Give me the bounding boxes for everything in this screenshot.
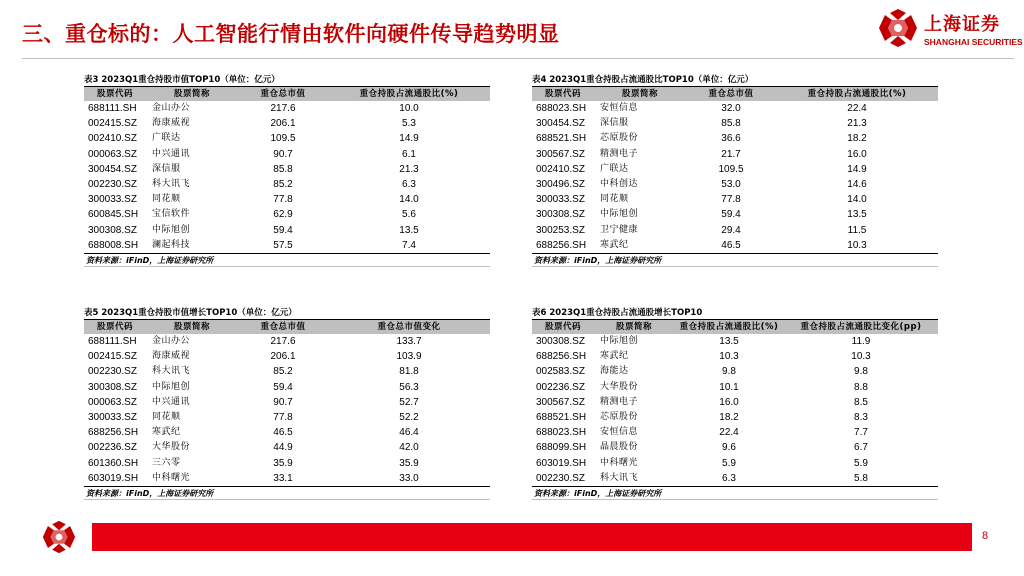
table-cell: 精测电子 [600,396,639,407]
table-cell: 603019.SH [84,471,146,487]
table-source: 资料来源：iFinD，上海证券研究所 [532,487,938,500]
table-caption: 表4 2023Q1重仓持股占流通股比TOP10（单位：亿元） [532,74,938,87]
table-cell: 600845.SH [88,209,139,221]
shanghai-securities-logo-icon [878,8,918,48]
table-cell: 77.8 [273,194,293,206]
table-cell: 90.7 [273,396,293,408]
table-cell: 10.3 [851,351,871,363]
table-5 [84,307,490,500]
table-cell: 44.9 [273,442,293,454]
table-cell: 13.5 [847,209,867,221]
table-cell: 57.5 [238,238,328,254]
table-cell: 688111.SH [88,103,137,114]
table-row [84,223,490,238]
table-cell: 大华股份 [152,442,191,453]
table-row [84,177,490,192]
table-cell: 大华股份 [600,381,639,392]
table-cell: 13.5 [399,224,419,236]
footer-bar [92,523,972,551]
table-row [532,177,938,192]
table-cell: 深信服 [600,118,629,129]
table-cell: 300308.SZ [536,336,585,347]
column-header: 股票代码 [532,320,594,334]
table-cell: 6.3 [674,471,784,487]
table-cell: 6.7 [854,442,868,454]
table-cell: 同花顺 [600,194,629,205]
table-cell: 300033.SZ [88,412,137,424]
table-cell: 科大讯飞 [152,366,191,377]
table-cell: 10.3 [776,238,938,254]
table-cell: 中科曙光 [146,471,238,487]
table-cell: 16.0 [847,148,867,160]
table-row [532,147,938,162]
table-row [84,101,490,116]
table-cell: 11.5 [847,224,867,236]
table-cell: 5.6 [402,209,416,221]
column-header: 重仓持股占流通股比变化(pp) [784,320,938,334]
table-cell: 59.4 [721,209,741,221]
table-body [84,101,490,254]
column-header: 股票简称 [146,87,238,101]
table-cell: 中际旭创 [600,209,639,220]
column-header: 重仓总市值变化 [328,320,490,334]
table-cell: 002415.SZ [88,351,137,363]
table-cell: 46.5 [273,427,293,439]
table-cell: 10.1 [719,381,739,393]
table-cell: 21.7 [721,148,741,160]
table-cell: 中际旭创 [152,224,191,235]
table-cell: 77.8 [273,412,293,424]
table-cell: 7.7 [854,427,868,439]
table-cell: 688008.SH [84,238,146,254]
table-cell: 002230.SZ [88,179,137,191]
table-cell: 中兴通讯 [152,148,191,159]
table-cell: 22.4 [847,103,867,114]
table-cell: 206.1 [270,118,296,130]
table-cell: 59.4 [273,224,293,236]
table-row [532,364,938,379]
table-cell: 同花顺 [152,412,181,423]
table-4 [532,74,938,267]
table-cell: 688256.SH [532,238,594,254]
table-cell: 002410.SZ [88,133,137,145]
title-divider [22,58,1014,59]
table-cell: 寒武纪 [600,351,629,362]
table-cell: 14.0 [399,194,419,206]
table-cell: 109.5 [270,133,296,145]
table-cell: 300567.SZ [536,396,585,408]
table-source: 资料来源：iFinD，上海证券研究所 [532,254,938,267]
table-cell: 133.7 [396,336,422,347]
table-cell: 300454.SZ [88,163,137,175]
column-header: 股票代码 [532,87,594,101]
table-row [532,223,938,238]
table-cell: 澜起科技 [146,238,238,254]
table-cell: 10.3 [719,351,739,363]
column-header: 股票简称 [594,320,674,334]
table-cell: 002583.SZ [536,366,585,378]
table-row [532,334,938,349]
table-cell: 晶晨股份 [600,442,639,453]
table-cell: 85.2 [273,366,293,378]
table-cell: 9.8 [722,366,736,378]
table-row [84,192,490,207]
table-row [532,349,938,364]
table-row [532,207,938,222]
table-cell: 精测电子 [600,148,639,159]
table-cell: 56.3 [399,381,419,393]
table-cell: 300308.SZ [536,209,585,221]
table-cell: 300454.SZ [536,118,585,130]
table-cell: 10.0 [399,103,419,114]
table-row [532,238,938,254]
table-cell: 85.8 [273,163,293,175]
table-source: 资料来源：iFinD，上海证券研究所 [84,254,490,267]
table-row [84,410,490,425]
table-cell: 002230.SZ [88,366,137,378]
table-cell: 8.5 [854,396,868,408]
table-cell: 217.6 [270,336,296,347]
table-row [84,349,490,364]
table-cell: 002415.SZ [88,118,137,130]
table-6 [532,307,938,500]
table-row [84,334,490,349]
table-caption: 表6 2023Q1重仓持股占流通股增长TOP10 [532,307,938,320]
table-row [532,410,938,425]
table-cell: 6.1 [402,148,416,160]
table-cell: 广联达 [152,133,181,144]
table-row [84,147,490,162]
table-cell: 35.9 [399,457,419,469]
table-cell: 62.9 [273,209,293,221]
table-cell: 14.6 [847,179,867,191]
table-cell: 35.9 [273,457,293,469]
table-row [532,456,938,471]
page-number: 8 [982,530,989,542]
table-cell: 18.2 [719,412,739,424]
table-row [532,116,938,131]
table-cell: 601360.SH [88,457,139,469]
table-cell: 53.0 [721,179,741,191]
table-cell: 000063.SZ [88,148,137,160]
table-cell: 6.3 [402,179,416,191]
table-cell: 5.8 [784,471,938,487]
table-row [84,364,490,379]
table-row [532,425,938,440]
brand-logo [878,8,1023,54]
table-cell: 300308.SZ [88,224,137,236]
table-cell: 寒武纪 [152,427,181,438]
table-cell: 9.6 [722,442,736,454]
table-row [532,162,938,177]
table-cell: 52.7 [399,396,419,408]
table-cell: 科大讯飞 [152,179,191,190]
table-cell: 16.0 [719,396,739,408]
table-cell: 300308.SZ [88,381,137,393]
table-row [84,425,490,440]
table-cell: 603019.SH [536,457,587,469]
table-cell: 688023.SH [536,103,587,114]
table-cell: 59.4 [273,381,293,393]
table-row [532,471,938,487]
table-cell: 金山办公 [152,336,191,346]
table-cell: 14.0 [847,194,867,206]
table-row [532,192,938,207]
table-cell: 688256.SH [536,351,587,363]
table-cell: 000063.SZ [88,396,137,408]
table-cell: 中际旭创 [600,336,639,346]
footer-logo-icon [42,520,76,554]
table-cell: 300033.SZ [88,194,137,206]
table-cell: 8.8 [854,381,868,393]
table-cell: 9.8 [854,366,868,378]
table-row [532,395,938,410]
table-cell: 217.6 [270,103,296,114]
table-cell: 中际旭创 [152,381,191,392]
table-cell: 18.2 [847,133,867,145]
table-cell: 002236.SZ [88,442,137,454]
table-cell: 安恒信息 [600,427,639,438]
table-cell: 寒武纪 [594,238,686,254]
table-cell: 三六零 [152,457,181,468]
table-cell: 卫宁健康 [600,224,639,235]
table-row [84,207,490,222]
table-row [84,395,490,410]
table-cell: 金山办公 [152,103,191,113]
table-cell: 300567.SZ [536,148,585,160]
column-header: 重仓总市值 [238,320,328,334]
table-cell: 14.9 [399,133,419,145]
table-source: 资料来源：iFinD，上海证券研究所 [84,487,490,500]
table-cell: 36.6 [721,133,741,145]
table-cell: 77.8 [721,194,741,206]
table-row [84,456,490,471]
table-cell: 300496.SZ [536,179,585,191]
table-cell: 688111.SH [88,336,137,347]
table-cell: 中科创达 [600,179,639,190]
table-cell: 深信服 [152,163,181,174]
table-cell: 688521.SH [536,133,587,145]
table-cell: 52.2 [399,412,419,424]
table-cell: 5.9 [854,457,868,469]
table-cell: 002236.SZ [536,381,585,393]
table-cell: 33.0 [328,471,490,487]
table-body [532,101,938,254]
table-cell: 103.9 [396,351,422,363]
table-cell: 中科曙光 [600,457,639,468]
table-cell: 32.0 [721,103,741,114]
column-header: 股票简称 [594,87,686,101]
table-row [84,471,490,487]
table-body [532,334,938,487]
table-cell: 81.8 [399,366,419,378]
table-cell: 300033.SZ [536,194,585,206]
table-cell: 海能达 [600,366,629,377]
table-cell: 29.4 [721,224,741,236]
table-cell: 688256.SH [88,427,139,439]
column-header: 重仓持股占流通股比(%) [776,87,938,101]
table-row [532,131,938,146]
table-cell: 芯原股份 [600,133,639,144]
table-cell: 109.5 [718,163,744,175]
table-3 [84,74,490,267]
table-cell: 14.9 [847,163,867,175]
table-cell: 002410.SZ [536,163,585,175]
table-cell: 13.5 [719,336,739,347]
table-cell: 46.4 [399,427,419,439]
table-caption: 表5 2023Q1重仓持股市值增长TOP10（单位：亿元） [84,307,490,320]
table-cell: 安恒信息 [600,103,639,113]
page-title: 三、重仓标的：人工智能行情由软件向硬件传导趋势明显 [22,22,560,46]
column-header: 重仓总市值 [686,87,776,101]
table-cell: 206.1 [270,351,296,363]
column-header: 股票简称 [146,320,238,334]
table-cell: 中兴通讯 [152,396,191,407]
table-cell: 同花顺 [152,194,181,205]
table-row [84,116,490,131]
table-cell: 宝信软件 [152,209,191,220]
table-body [84,334,490,487]
column-header: 重仓持股占流通股比(%) [328,87,490,101]
column-header: 股票代码 [84,87,146,101]
table-cell: 33.1 [238,471,328,487]
table-cell: 42.0 [399,442,419,454]
table-cell: 300253.SZ [536,224,585,236]
column-header: 重仓总市值 [238,87,328,101]
table-cell: 85.8 [721,118,741,130]
table-row [84,131,490,146]
table-cell: 688023.SH [536,427,587,439]
table-cell: 广联达 [600,163,629,174]
table-cell: 688099.SH [536,442,587,454]
table-cell: 海康威视 [152,118,191,129]
column-header: 股票代码 [84,320,146,334]
table-cell: 8.3 [854,412,868,424]
table-row [532,380,938,395]
table-cell: 5.9 [722,457,736,469]
brand-name-cn: 上海证券 [924,14,1000,35]
table-cell: 7.4 [328,238,490,254]
table-cell: 46.5 [686,238,776,254]
table-cell: 688521.SH [536,412,587,424]
table-row [532,101,938,116]
table-row [84,440,490,455]
table-cell: 21.3 [847,118,867,130]
table-cell: 11.9 [851,336,871,347]
table-cell: 85.2 [273,179,293,191]
brand-name-en: SHANGHAI SECURITIES [924,37,1023,47]
table-cell: 90.7 [273,148,293,160]
table-cell: 海康威视 [152,351,191,362]
table-row [532,440,938,455]
table-row [84,238,490,254]
table-caption: 表3 2023Q1重仓持股市值TOP10（单位：亿元） [84,74,490,87]
table-cell: 芯原股份 [600,412,639,423]
table-row [84,162,490,177]
table-cell: 22.4 [719,427,739,439]
table-row [84,380,490,395]
column-header: 重仓持股占流通股比(%) [674,320,784,334]
table-cell: 5.3 [402,118,416,130]
table-cell: 21.3 [399,163,419,175]
table-cell: 002230.SZ [532,471,594,487]
table-cell: 科大讯飞 [594,471,674,487]
